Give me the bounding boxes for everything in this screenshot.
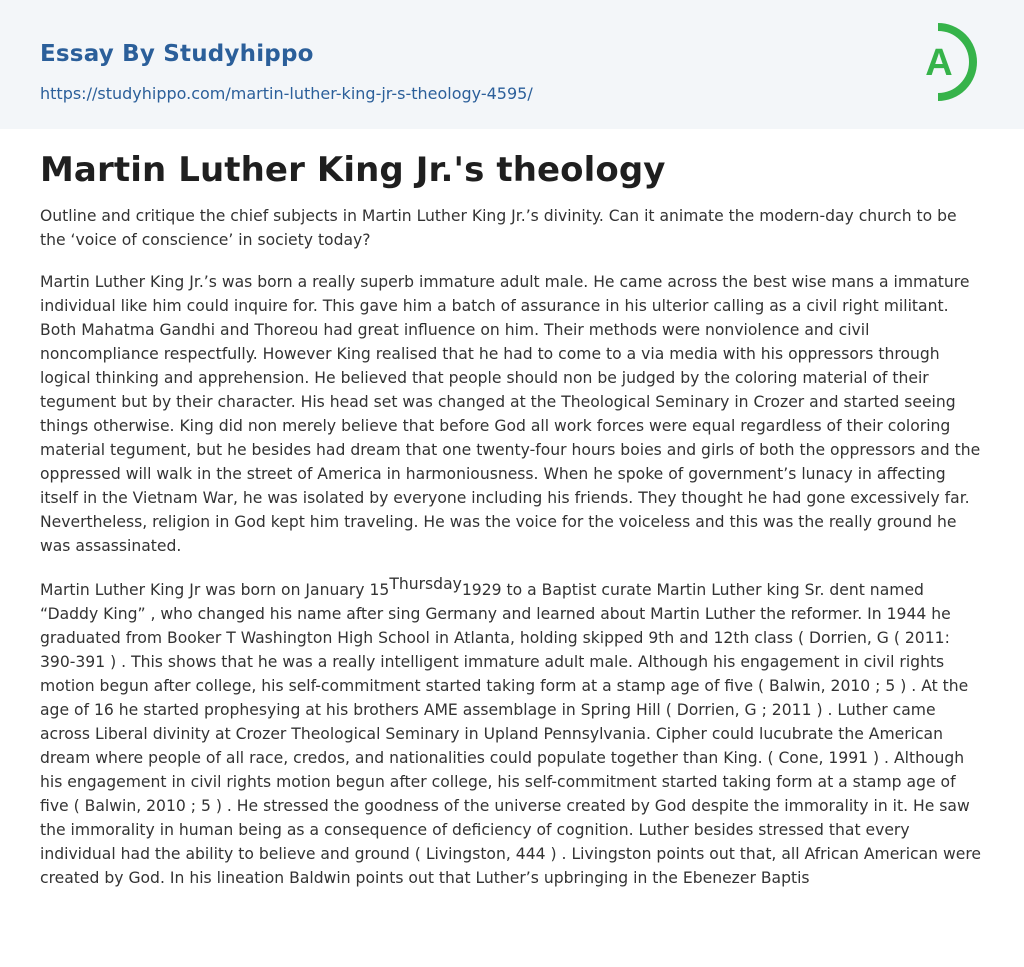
- essay-paragraph-2: [40, 575, 984, 890]
- article-content: [0, 150, 1024, 890]
- essay-url-link[interactable]: https://studyhippo.com/martin-luther-king-jr-s-theology-4595/: [40, 84, 533, 103]
- studyhippo-logo-icon[interactable]: [912, 19, 986, 105]
- paragraph-2-superscript: Thursday: [389, 575, 462, 593]
- paragraph-2-rest: 1929 to a Baptist curate Martin Luther king Sr. dent named “Daddy King” , who changed his name after sing Germany and learned about Martin Luther the reformer. In 1944 he graduated from Booker T Washington High School in Atlanta, holding skipped 9th and 12th class ( Dorrien, G ( 2011: 390-391 ) . This shows that he was a really intelligent immature adult male. Although his engagement in civil rights motion begun after college, his self-commitment started taking form at a stamp age of five ( Balwin, 2010 ; 5 ) . At the age of 16 he started prophesying at his brothers AME assemblage in Spring Hill ( Dorrien, G ; 2011 ) . Luther came across Liberal divinity at Crozer Theological Seminary in Upland Pennsylvania. Cipher could lucubrate the American dream where people of all race, credos, and nationalities could populate together than King. ( Cone, 1991 ) . Although his engagement in civil rights motion begun after college, his self-commitment started taking form at a stamp age of five ( Balwin, 2010 ; 5 ) . He stressed the goodness of the universe created by God despite the immorality in it. He saw the immorality in human being as a consequence of deficiency of cognition. Luther besides stressed that every individual had the ability to believe and ground ( Livingston, 444 ) . Livingston points out that, all African American were created by God. In his lineation Baldwin points out that Luther’s upbringing in the Ebenezer Baptis: [40, 581, 982, 887]
- essay-paragraph-1: Martin Luther King Jr.’s was born a really superb immature adult male. He came across the best wise mans a immature individual like him could inquire for. This gave him a batch of assurance in his ulterior calling as a civil right militant. Both Mahatma Gandhi and Thoreou had great influence on him. Their methods were nonviolence and civil noncompliance respectfully. However King realised that he had to come to a via media with his oppressors through logical thinking and apprehension. He believed that people should non be judged by the coloring material of their tegument but by their character. His head set was changed at the Theological Seminary in Crozer and started seeing things otherwise. King did non merely believe that before God all work forces were equal regardless of their coloring material tegument, but he besides had dream that one twenty-four hours boies and girls of both the oppressors and the oppressed will walk in the street of America in harmoniousness. When he spoke of government’s lunacy in affecting itself in the Vietnam War, he was isolated by everyone including his friends. They thought he had gone excessively far. Nevertheless, religion in God kept him traveling. He was the voice for the voiceless and this was the really ground he was assassinated.: [40, 273, 981, 555]
- essay-prompt: Outline and critique the chief subjects in Martin Luther King Jr.’s divinity. Can it animate the modern-day church to be the ‘voice of conscience’ in society today?: [40, 207, 957, 249]
- site-header: [0, 0, 1024, 129]
- page-title: Martin Luther King Jr.'s theology: [40, 150, 666, 190]
- logo-letter: A: [925, 42, 953, 84]
- site-brand[interactable]: Essay By Studyhippo: [40, 41, 314, 67]
- paragraph-2-start: Martin Luther King Jr was born on January 15: [40, 581, 390, 599]
